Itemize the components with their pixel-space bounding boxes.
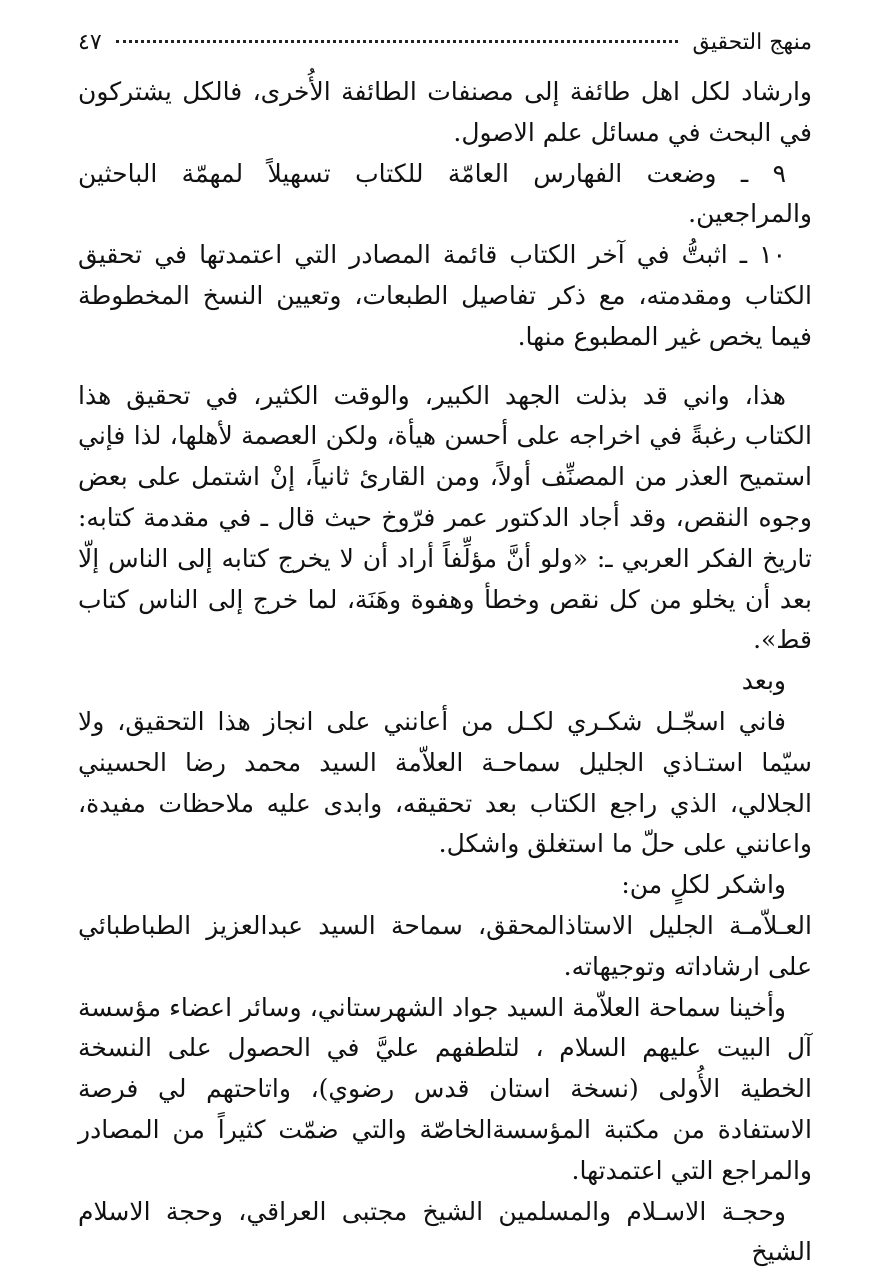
running-title: منهج التحقيق <box>692 30 812 55</box>
page-body <box>78 72 812 1273</box>
dot-leader <box>116 40 679 43</box>
document-page <box>78 30 812 1273</box>
list-item-10: ١٠ ـ اثبتُّ في آخر الكتاب قائمة المصادر التي اعتمدتها في تحقيق الكتاب ومقدمته، مع ذكر تفاصيل الطبعات، وتعيين النسخ المخطوطة فيما يخص غير المطبوع منها. <box>78 240 812 351</box>
paragraph: وارشاد لكل اهل طائفة إلى مصنفات الطائفة الأُخرى، فالكل يشتركون في البحث في مسائل علم الاصول. <box>78 77 812 147</box>
page-header <box>78 30 812 72</box>
paragraph: العـلاّمـة الجليل الاستاذالمحقق، سماحة السيد عبدالعزيز الطباطبائي على ارشاداته وتوجيهاته. <box>78 910 812 981</box>
list-item-9: ٩ ـ وضعت الفهارس العامّة للكتاب تسهيلاً لمهمّة الباحثين والمراجعين. <box>78 158 812 229</box>
page-number: ٤٧ <box>78 30 102 55</box>
paragraph: فاني اسجّـل شكـري لكـل من أعانني على انجاز هذا التحقيق، ولا سيّما استـاذي الجليل سماحـة العلاّمة السيد محمد رضا الحسيني الجلالي، الذي راجع الكتاب بعد تحقيقه، وابدى عليه ملاحظات مفيدة، واعانني على حلّ ما استغلق واشكل. <box>78 706 812 859</box>
paragraph: هذا، واني قد بذلت الجهد الكبير، والوقت الكثير، في تحقيق هذا الكتاب رغبةً في اخراجه على أحسن هيأة، ولكن العصمة لأهلها، لذا فإني استميح العذر من المصنِّف أولاً، ومن القارئ ثانياً، إنْ اشتمل على بعض وجوه النقص، وقد أجاد الدكتور عمر فرّوخ حيث قال ـ في مقدمة كتابه: تاريخ الفكر العربي ـ: «ولو أنَّ مؤلِّفاً أراد أن لا يخرج كتابه إلى الناس إلّا بعد أن يخلو من كل نقص وخطأ وهفوة وهَنَة، لما خرج إلى الناس كتاب قط». <box>78 380 812 655</box>
paragraph: وأخينا سماحة العلاّمة السيد جواد الشهرستاني، وسائر اعضاء مؤسسة آل البيت عليهم السلام ، لتلطفهم عليَّ في الحصول على النسخة الخطية الأُولى (نسخة استان قدس رضوي)، واتاحتهم لي فرصة الاستفادة من مكتبة المؤسسةالخاصّة والتي ضمّت كثيراً من المصادر والمراجع التي اعتمدتها. <box>78 992 812 1185</box>
paragraph: وحجـة الاسـلام والمسلمين الشيخ مجتبى العراقي، وحجة الاسلام الشيخ <box>78 1196 812 1267</box>
paragraph: واشكر لكلٍ من: <box>621 870 786 900</box>
section-heading: وبعد <box>741 666 786 696</box>
